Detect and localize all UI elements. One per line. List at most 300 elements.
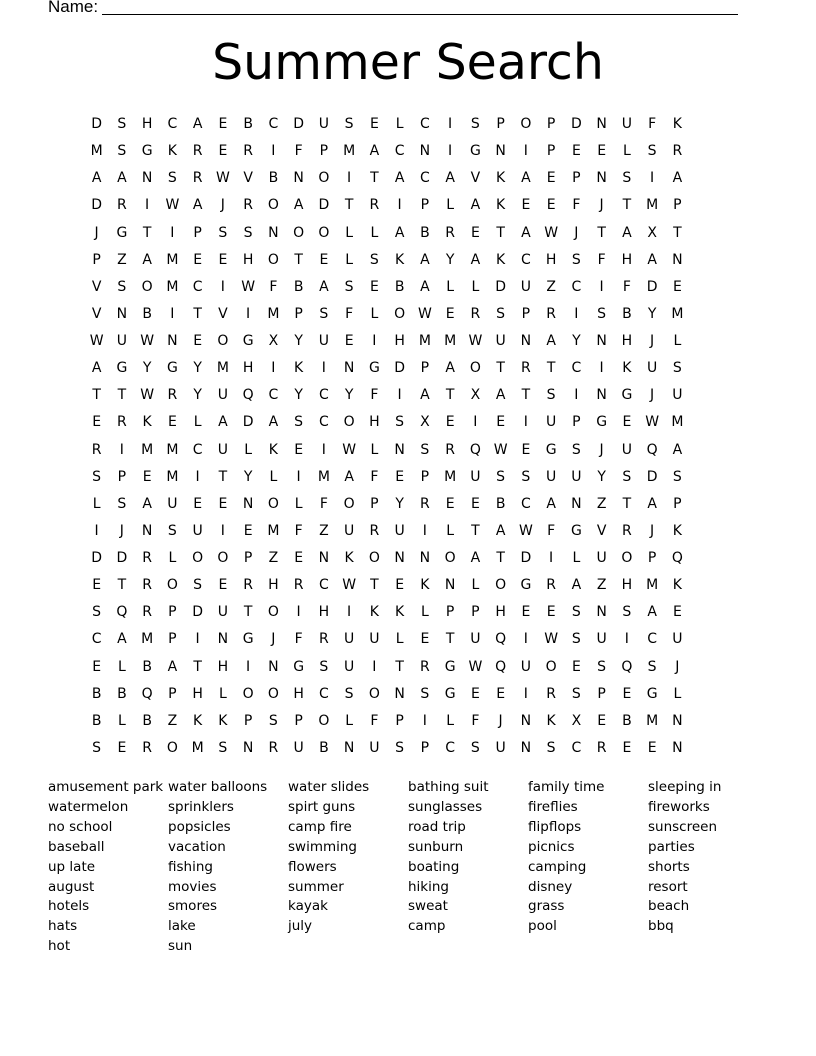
- grid-letter: T: [294, 251, 303, 268]
- grid-letter: U: [596, 631, 607, 648]
- grid-letter: A: [192, 197, 203, 214]
- grid-row: [84, 464, 690, 491]
- grid-letter: N: [495, 143, 506, 160]
- grid-letter: W: [140, 333, 155, 349]
- grid-letter: S: [647, 658, 657, 675]
- grid-letter: R: [319, 631, 329, 648]
- grid-letter: K: [395, 251, 405, 268]
- grid-row: [84, 545, 690, 572]
- grid-row: [84, 599, 690, 626]
- word-item: july: [288, 918, 313, 935]
- grid-letter: O: [267, 251, 279, 268]
- grid-letter: K: [218, 712, 228, 729]
- grid-letter: D: [293, 116, 305, 132]
- grid-letter: C: [192, 441, 203, 458]
- grid-letter: L: [673, 333, 682, 349]
- grid-letter: R: [470, 305, 481, 322]
- grid-letter: P: [673, 197, 682, 214]
- grid-letter: E: [622, 685, 632, 702]
- grid-letter: A: [470, 251, 481, 268]
- grid-letter: A: [293, 197, 304, 214]
- grid-letter: T: [193, 305, 202, 322]
- word-item: flipflops: [528, 818, 582, 835]
- grid-letter: V: [596, 522, 607, 539]
- grid-letter: I: [271, 143, 276, 160]
- grid-letter: K: [142, 414, 152, 431]
- word-column: [48, 778, 168, 957]
- grid-letter: N: [217, 631, 229, 648]
- grid-letter: C: [91, 631, 102, 648]
- word-item: sunscreen: [648, 818, 718, 835]
- grid-letter: T: [622, 197, 632, 214]
- grid-letter: I: [170, 224, 175, 241]
- grid-letter: T: [445, 387, 455, 404]
- grid-letter: L: [370, 224, 379, 241]
- grid-row: [84, 328, 690, 355]
- grid-letter: N: [419, 550, 431, 566]
- grid-letter: J: [675, 658, 680, 675]
- grid-letter: A: [420, 278, 430, 295]
- grid-letter: V: [91, 305, 102, 322]
- grid-letter: P: [294, 305, 303, 322]
- grid-letter: A: [571, 577, 582, 594]
- letter-grid: [84, 111, 690, 762]
- grid-letter: F: [319, 495, 328, 512]
- grid-letter: L: [269, 468, 278, 485]
- grid-letter: A: [117, 170, 127, 187]
- grid-letter: U: [571, 468, 582, 485]
- grid-letter: I: [372, 658, 377, 675]
- grid-letter: T: [546, 360, 556, 377]
- grid-letter: E: [319, 251, 329, 268]
- word-item: camping: [528, 858, 587, 875]
- grid-row: [84, 654, 690, 681]
- grid-letter: I: [119, 441, 124, 458]
- grid-letter: J: [650, 522, 655, 539]
- grid-letter: I: [599, 360, 604, 377]
- puzzle-title: Summer Search: [212, 34, 604, 91]
- grid-letter: E: [546, 604, 556, 621]
- grid-letter: D: [91, 197, 103, 214]
- grid-letter: S: [117, 278, 127, 295]
- grid-letter: E: [92, 577, 102, 594]
- grid-letter: C: [318, 414, 329, 431]
- word-item: hotels: [48, 898, 90, 915]
- grid-letter: I: [94, 522, 99, 539]
- grid-letter: E: [243, 522, 253, 539]
- grid-letter: U: [495, 333, 506, 349]
- grid-letter: E: [546, 170, 556, 187]
- grid-letter: N: [394, 550, 405, 566]
- grid-letter: O: [469, 360, 481, 377]
- grid-letter: Y: [445, 251, 455, 268]
- grid-letter: L: [218, 685, 227, 702]
- grid-letter: B: [319, 739, 329, 756]
- grid-letter: W: [342, 441, 357, 458]
- grid-letter: N: [343, 360, 355, 377]
- grid-letter: I: [574, 387, 579, 404]
- grid-letter: A: [394, 170, 405, 187]
- word-item: summer: [288, 878, 344, 895]
- word-item: disney: [528, 878, 573, 895]
- grid-letter: I: [321, 441, 326, 458]
- grid-letter: Y: [572, 333, 581, 349]
- word-column: [408, 778, 528, 957]
- grid-letter: E: [344, 333, 354, 349]
- grid-letter: R: [142, 604, 152, 621]
- grid-letter: S: [521, 468, 531, 485]
- word-item: popsicles: [168, 818, 231, 835]
- grid-letter: P: [168, 604, 177, 621]
- grid-letter: S: [571, 604, 581, 621]
- grid-letter: K: [672, 116, 682, 132]
- grid-letter: H: [192, 685, 203, 702]
- grid-letter: L: [92, 495, 101, 512]
- grid-letter: U: [495, 739, 506, 756]
- grid-letter: I: [170, 305, 175, 322]
- grid-letter: S: [622, 170, 632, 187]
- grid-letter: R: [243, 197, 253, 214]
- grid-letter: H: [495, 604, 506, 621]
- grid-letter: I: [372, 333, 377, 349]
- grid-letter: U: [621, 441, 632, 458]
- grid-letter: J: [94, 224, 99, 241]
- grid-letter: N: [419, 143, 431, 160]
- grid-letter: U: [546, 414, 557, 431]
- grid-letter: L: [294, 495, 303, 512]
- grid-letter: R: [243, 577, 253, 594]
- grid-letter: T: [370, 577, 379, 594]
- grid-letter: Y: [294, 387, 303, 404]
- grid-letter: U: [217, 604, 228, 621]
- grid-letter: O: [343, 495, 355, 512]
- grid-letter: N: [242, 495, 254, 512]
- grid-letter: S: [92, 604, 102, 621]
- grid-letter: A: [622, 224, 632, 241]
- grid-row: [84, 301, 690, 328]
- grid-letter: S: [167, 170, 177, 187]
- word-item: kayak: [288, 898, 328, 915]
- grid-letter: M: [444, 468, 457, 485]
- grid-letter: H: [242, 251, 254, 268]
- grid-row: [84, 192, 690, 219]
- grid-letter: S: [193, 577, 203, 594]
- word-column: [288, 778, 408, 957]
- word-item: bathing suit: [408, 779, 489, 795]
- name-field: [48, 0, 738, 17]
- grid-letter: T: [597, 224, 606, 241]
- grid-letter: C: [647, 631, 658, 648]
- grid-letter: E: [92, 414, 102, 431]
- grid-letter: N: [672, 739, 683, 756]
- grid-letter: J: [650, 387, 655, 404]
- word-item: vacation: [168, 838, 226, 855]
- grid-letter: E: [294, 550, 304, 566]
- grid-letter: Q: [116, 604, 128, 621]
- word-item: sunglasses: [408, 798, 483, 815]
- grid-letter: H: [318, 604, 330, 621]
- grid-letter: B: [91, 685, 102, 702]
- grid-letter: O: [545, 658, 557, 675]
- word-item: fireworks: [648, 798, 710, 815]
- grid-letter: S: [420, 441, 430, 458]
- grid-letter: A: [546, 495, 556, 512]
- grid-letter: W: [493, 441, 508, 458]
- grid-letter: K: [193, 712, 203, 729]
- grid-letter: R: [142, 577, 152, 594]
- grid-letter: B: [394, 278, 405, 295]
- grid-letter: T: [521, 387, 531, 404]
- grid-letter: V: [470, 170, 481, 187]
- grid-letter: L: [446, 522, 455, 539]
- grid-letter: L: [117, 712, 126, 729]
- word-list: [48, 778, 768, 957]
- grid-letter: P: [168, 631, 177, 648]
- word-column: [528, 778, 648, 957]
- grid-letter: G: [242, 333, 254, 349]
- grid-letter: P: [420, 739, 430, 756]
- grid-letter: S: [622, 604, 632, 621]
- grid-letter: P: [420, 360, 430, 377]
- grid-letter: G: [293, 658, 305, 675]
- word-item: fireflies: [528, 798, 578, 815]
- grid-letter: S: [672, 360, 682, 377]
- grid-letter: I: [448, 143, 453, 160]
- grid-letter: G: [570, 522, 582, 539]
- grid-letter: O: [267, 604, 279, 621]
- grid-letter: O: [368, 685, 380, 702]
- grid-letter: I: [523, 143, 528, 160]
- grid-letter: I: [397, 387, 402, 404]
- grid-letter: O: [267, 495, 279, 512]
- grid-letter: K: [672, 522, 682, 539]
- grid-row: [84, 409, 690, 436]
- grid-letter: E: [470, 495, 480, 512]
- grid-letter: R: [243, 143, 253, 160]
- grid-letter: S: [546, 387, 556, 404]
- grid-letter: U: [672, 631, 683, 648]
- grid-letter: E: [546, 197, 556, 214]
- grid-letter: W: [544, 631, 559, 648]
- grid-letter: C: [520, 251, 531, 268]
- word-item: shorts: [648, 858, 690, 875]
- word-item: fishing: [168, 858, 213, 875]
- grid-letter: E: [420, 631, 430, 648]
- grid-letter: J: [271, 631, 276, 648]
- grid-letter: W: [468, 658, 483, 675]
- grid-letter: R: [672, 143, 683, 160]
- grid-letter: I: [220, 522, 225, 539]
- grid-letter: N: [596, 116, 607, 132]
- grid-letter: G: [596, 414, 608, 431]
- grid-letter: I: [195, 631, 200, 648]
- grid-letter: F: [370, 712, 379, 729]
- grid-letter: U: [546, 468, 557, 485]
- grid-letter: T: [471, 522, 480, 539]
- grid-letter: C: [445, 739, 456, 756]
- grid-letter: E: [597, 143, 607, 160]
- grid-letter: Z: [319, 522, 329, 539]
- grid-letter: R: [521, 360, 531, 377]
- grid-letter: R: [420, 658, 430, 675]
- grid-letter: G: [444, 685, 456, 702]
- grid-letter: E: [672, 278, 682, 295]
- grid-letter: I: [523, 631, 528, 648]
- grid-letter: Y: [243, 468, 253, 485]
- name-underline: [102, 0, 738, 15]
- grid-letter: M: [317, 468, 330, 485]
- grid-letter: C: [419, 116, 430, 132]
- word-item: grass: [528, 898, 565, 915]
- grid-letter: I: [296, 604, 301, 621]
- word-item: swimming: [288, 838, 358, 855]
- grid-letter: S: [294, 414, 304, 431]
- grid-letter: N: [596, 333, 607, 349]
- grid-letter: U: [344, 631, 355, 648]
- grid-row: [84, 220, 690, 247]
- grid-letter: S: [218, 224, 228, 241]
- grid-letter: C: [318, 387, 329, 404]
- grid-letter: L: [471, 577, 480, 594]
- grid-letter: K: [344, 550, 354, 566]
- grid-letter: K: [369, 604, 379, 621]
- grid-letter: Q: [495, 631, 507, 648]
- word-item: flowers: [288, 858, 337, 875]
- grid-letter: N: [520, 712, 532, 729]
- grid-letter: K: [672, 577, 682, 594]
- grid-letter: N: [318, 550, 330, 566]
- grid-letter: S: [470, 116, 480, 132]
- word-column: [648, 778, 768, 957]
- grid-letter: R: [142, 550, 152, 566]
- grid-letter: G: [116, 360, 128, 377]
- grid-letter: Z: [117, 251, 127, 268]
- grid-letter: F: [294, 631, 303, 648]
- word-item: hot: [48, 938, 71, 955]
- grid-letter: G: [242, 631, 254, 648]
- grid-letter: P: [243, 550, 253, 566]
- grid-letter: K: [268, 441, 278, 458]
- grid-letter: R: [445, 224, 455, 241]
- grid-letter: S: [496, 468, 506, 485]
- grid-letter: B: [495, 495, 506, 512]
- grid-letter: O: [166, 739, 178, 756]
- grid-letter: N: [343, 739, 355, 756]
- grid-letter: U: [318, 333, 329, 349]
- grid-letter: T: [193, 658, 202, 675]
- grid-letter: A: [495, 387, 506, 404]
- grid-letter: G: [621, 387, 633, 404]
- grid-letter: A: [470, 550, 481, 566]
- name-label: Name:: [48, 0, 99, 16]
- grid-letter: U: [672, 387, 683, 404]
- grid-letter: W: [544, 224, 559, 241]
- grid-letter: P: [546, 143, 556, 160]
- grid-letter: N: [293, 170, 304, 187]
- grid-letter: P: [546, 116, 556, 132]
- grid-letter: R: [293, 577, 304, 594]
- grid-letter: G: [469, 143, 481, 160]
- grid-letter: A: [546, 333, 556, 349]
- grid-letter: M: [166, 468, 179, 485]
- word-item: sprinklers: [168, 798, 234, 815]
- grid-letter: M: [141, 441, 154, 458]
- grid-letter: L: [370, 441, 379, 458]
- grid-letter: L: [446, 712, 455, 729]
- grid-letter: S: [395, 739, 405, 756]
- grid-letter: B: [420, 224, 430, 241]
- grid-letter: U: [520, 278, 531, 295]
- word-item: resort: [648, 878, 688, 895]
- word-item: hats: [48, 918, 78, 935]
- grid-letter: A: [268, 414, 279, 431]
- grid-row: [84, 681, 690, 708]
- grid-letter: C: [318, 577, 329, 594]
- grid-letter: I: [296, 468, 301, 485]
- grid-letter: O: [166, 577, 178, 594]
- word-item: bbq: [648, 918, 674, 935]
- grid-letter: D: [116, 550, 128, 566]
- grid-letter: P: [117, 468, 127, 485]
- grid-letter: O: [318, 712, 330, 729]
- grid-letter: M: [191, 739, 204, 756]
- word-item: water slides: [288, 779, 370, 795]
- grid-letter: E: [597, 712, 607, 729]
- grid-row: [84, 274, 690, 301]
- grid-letter: F: [294, 143, 303, 160]
- grid-letter: N: [268, 658, 279, 675]
- grid-letter: I: [321, 360, 326, 377]
- grid-letter: L: [244, 441, 253, 458]
- grid-letter: F: [294, 522, 303, 539]
- grid-letter: S: [319, 305, 329, 322]
- grid-letter: F: [622, 278, 631, 295]
- word-item: sun: [168, 938, 193, 955]
- grid-letter: C: [571, 360, 582, 377]
- grid-letter: A: [394, 224, 405, 241]
- grid-letter: L: [446, 278, 455, 295]
- grid-letter: D: [520, 550, 532, 566]
- grid-letter: F: [648, 116, 657, 132]
- grid-letter: M: [418, 333, 431, 349]
- word-item: beach: [648, 898, 690, 915]
- grid-letter: A: [369, 143, 380, 160]
- grid-letter: E: [218, 116, 228, 132]
- grid-letter: R: [420, 495, 430, 512]
- grid-letter: K: [546, 712, 556, 729]
- grid-letter: S: [395, 414, 405, 431]
- grid-letter: I: [650, 170, 655, 187]
- grid-letter: M: [166, 278, 179, 295]
- grid-letter: T: [496, 550, 505, 566]
- grid-letter: B: [268, 170, 279, 187]
- grid-letter: H: [545, 251, 557, 268]
- grid-letter: S: [344, 116, 354, 132]
- grid-letter: D: [91, 550, 103, 566]
- grid-letter: T: [445, 631, 455, 648]
- grid-letter: H: [621, 333, 633, 349]
- grid-letter: P: [243, 712, 253, 729]
- grid-letter: L: [168, 550, 177, 566]
- grid-letter: N: [596, 170, 607, 187]
- grid-letter: Y: [395, 495, 404, 512]
- word-item: parties: [648, 838, 695, 855]
- grid-letter: D: [242, 414, 254, 431]
- grid-letter: B: [622, 305, 632, 322]
- grid-letter: U: [621, 116, 632, 132]
- grid-letter: N: [571, 495, 582, 512]
- grid-letter: M: [671, 305, 684, 322]
